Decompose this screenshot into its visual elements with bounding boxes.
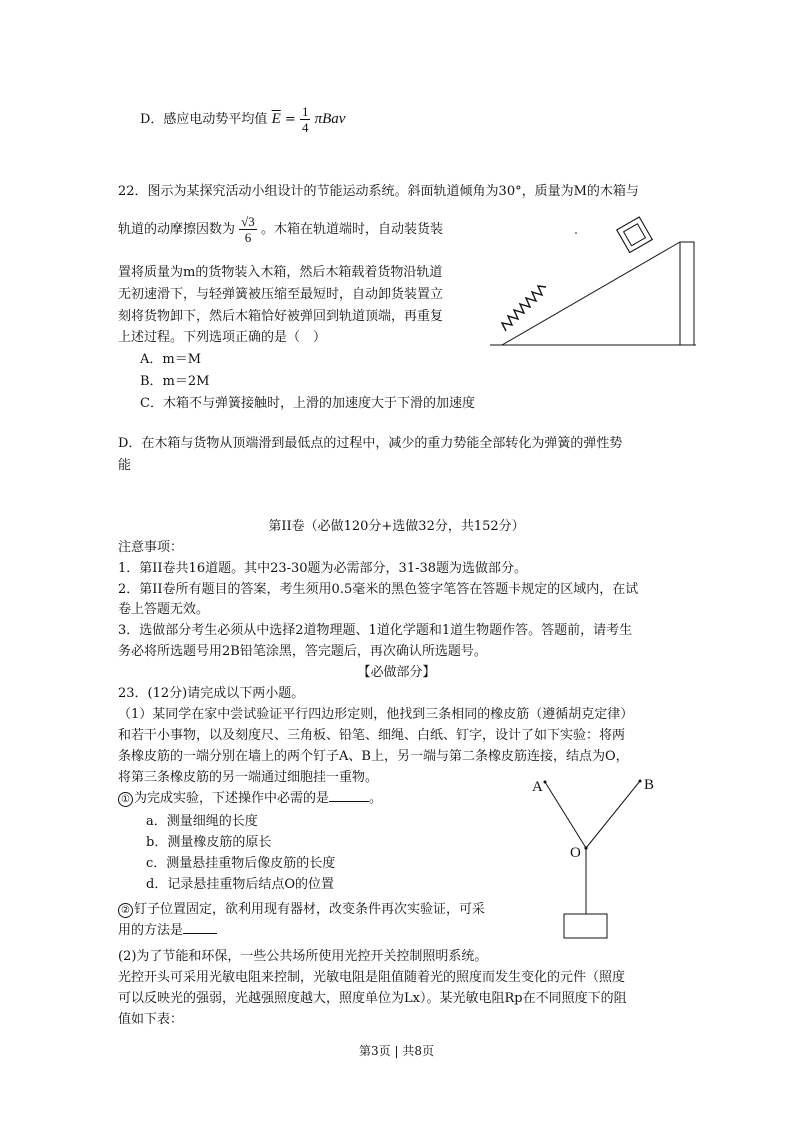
q23-part2-line-3: 可以反映光的强弱，光越强照度越大，照度单位为Lx）。某光敏电阻Rp在不同照度下的阻 [118,991,627,1006]
page-footer: 第3页 | 共8页 [359,1044,434,1058]
q23-option-b: b．测量橡皮筋的原长 [146,835,272,850]
q23-part2-line-4: 值如下表： [118,1012,184,1027]
q23-part2-line-2: 光控开头可采用光敏电阻来控制，光敏电阻是阻值随着光的照度而发生变化的元件（照度 [118,970,626,985]
spring-icon [502,286,546,331]
weight-block [564,914,607,938]
fraction-numerator: √3 [241,214,255,229]
notice-3-line-1: 3．选做部分考生必须从中选择2道物理题、1道化学题和1道生物题作答。答题前，请考生 [118,623,633,638]
notice-1: 1．第II卷共16道题。其中23-30题为必需部分，31-38题为选做部分。 [118,561,528,576]
notice-3-line-2: 务必将所选题号用2B铅笔涂黑，答完题后，再次确认所选题号。 [118,644,487,659]
q22-line-6: 上述过程。下列选项正确的是（ ） [118,330,327,345]
q22-line-3: 置将质量为m的货物装入木箱，然后木箱载着货物沿轨道 [118,265,443,280]
q22-line-1: 22．图示为某探究活动小组设计的节能运动系统。斜面轨道倾角为30°，质量为M的木箱与 [118,184,639,199]
q22-option-b: B．m＝2M [140,374,210,389]
answer-blank-1 [329,789,369,802]
box-icon [617,217,653,253]
band-oa [545,782,586,848]
q23-question-1-text: 为完成实验，下述操作中必需的是 [134,791,330,806]
q23-part1-line-4: 将第三条橡皮筋的另一端通过细胞挂一重物。 [118,770,379,785]
circled-number-1: ① [118,792,133,807]
q21-option-d [140,104,345,135]
emf-symbol: $\overline{E}$ [271,111,281,127]
q22-line-5: 刻将货物卸下，然后木箱恰好被弹回到轨道顶端，再重复 [118,309,444,324]
fraction-one-quarter [300,104,311,135]
label-o: O [570,845,581,861]
notice-2-line-2: 卷上答题无效。 [118,602,210,617]
q23-option-c: c．测量悬挂重物后像皮筋的长度 [146,856,336,871]
q23-question-1-end: 。 [369,791,383,806]
support-post [680,242,694,345]
rubber-band-figure [524,772,674,942]
q23-part1-line-3: 条橡皮筋的一端分别在墙上的两个钉子A、B上，另一端与第二条橡皮筋连接，结点为O， [118,749,629,764]
incline-surface [502,242,680,345]
q23-question-2 [118,898,485,918]
fraction-denominator: 6 [244,230,252,245]
q23-option-d: d．记录悬挂重物后结点O的位置 [146,877,334,892]
required-section-heading: 【必做部分】 [357,665,436,680]
answer-blank-2 [183,921,217,934]
q23-part1-line-2: 和若干小事物，以及刻度尺、三角板、铅笔、细绳、白纸、钉字，设计了如下实验：将两 [118,728,626,743]
q23-part1-line-1: （1）某同学在家中尝试验证平行四边形定则，他找到三条相同的橡皮筋（遵循胡克定律） [118,707,634,722]
q23-part2-line-1: (2)为了节能和环保，一些公共场所使用光控开关控制照明系统。 [118,949,488,964]
band-ob [586,781,640,848]
label-a: A [532,779,543,795]
equals-sign: = [284,112,296,127]
incline-spring-figure [488,215,698,350]
q23-question-2-line-2-text: 用的方法是 [118,923,184,938]
q22-option-d-line-2: 能 [118,458,132,473]
q23-question-2-line-1: 钉子位置固定，欲利用现有器材，改变条件再次实验证，可采 [134,902,486,917]
q22-line-2-suffix: 。木箱在轨道端时，自动装货装 [260,222,443,237]
q22-option-c: C．木箱不与弹簧接触时，上滑的加速度大于下滑的加速度 [140,396,475,411]
q21-option-d-prefix: D．感应电动势平均值 [140,112,268,127]
formula-tail: πBav [314,111,346,127]
label-b: B [644,777,655,793]
q23-question-1 [118,787,382,807]
stray-dot [575,232,577,234]
part-2-title: 第II卷（必做120分+选做32分，共152分） [268,519,525,534]
fraction-numerator: 1 [301,104,309,119]
q22-line-2-prefix: 轨道的动摩擦因数为 [118,222,236,237]
q22-option-d-line-1: D．在木箱与货物从顶端滑到最低点的过程中，减少的重力势能全部转化为弹簧的弹性势 [118,436,623,451]
q23-question-2-line-2 [118,919,217,938]
notice-2-line-1: 2．第II卷所有题目的答案，考生须用0.5毫米的黑色签字笔答在答题卡规定的区域内，在试 [118,582,639,597]
circled-number-2: ② [118,903,133,918]
q22-line-4: 无初速滑下，与轻弹簧被压缩至最短时，自动卸货装置立 [118,287,444,302]
q23-option-a: a．测量细绳的长度 [146,814,258,829]
friction-coefficient-fraction [239,214,257,245]
notice-heading: 注意事项： [118,540,184,555]
fraction-denominator: 4 [301,120,309,135]
q22-option-a: A．m＝M [140,352,202,367]
q23-heading: 23．(12分)请完成以下两小题。 [118,686,305,701]
q22-line-2 [118,214,443,245]
